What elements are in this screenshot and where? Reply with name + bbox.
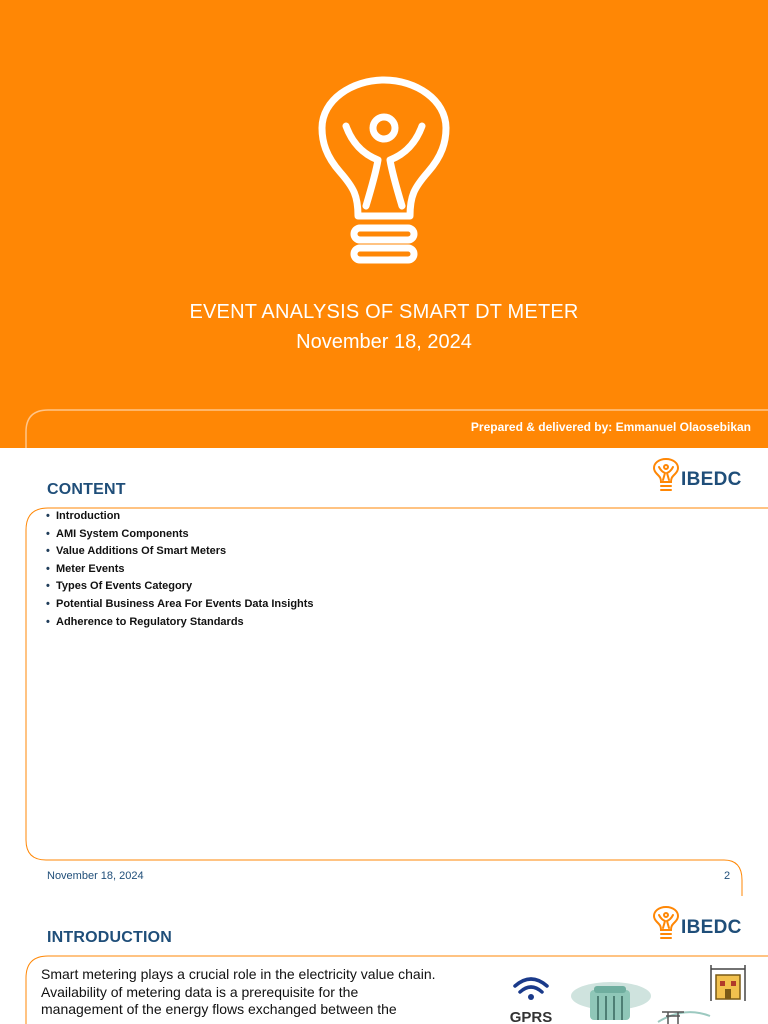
intro-paragraph: Smart metering plays a crucial role in the electricity value chain. Availability of metering data is a prerequisite for the management of the energy flows exchanged between the <box>41 966 436 1017</box>
power-line-icon <box>656 1004 712 1024</box>
table-of-contents <box>46 508 314 631</box>
presentation-date: November 18, 2024 <box>296 331 472 353</box>
transformer-icon <box>568 982 654 1024</box>
introduction-slide <box>0 896 768 1024</box>
ibedc-logo <box>653 458 742 494</box>
list-item: • AMI System Components <box>46 527 189 540</box>
logo-text: IBEDC <box>681 917 742 938</box>
ibedc-logo-icon <box>653 458 679 494</box>
presentation-title: EVENT ANALYSIS OF SMART DT METER <box>189 301 579 323</box>
page-title: CONTENT <box>47 481 126 498</box>
content-slide <box>0 448 768 896</box>
prepared-by: Prepared & delivered by: Emmanuel Olaosebikan <box>470 420 751 434</box>
gprs-label: GPRS <box>509 1009 553 1024</box>
page-number: 2 <box>724 870 731 882</box>
title-slide <box>0 0 768 448</box>
footer-date: November 18, 2024 <box>47 870 144 882</box>
list-item: • Introduction <box>46 510 121 522</box>
list-item: • Adherence to Regulatory Standards <box>46 615 244 628</box>
list-item: • Types Of Events Category <box>46 580 193 593</box>
ibedc-logo-icon <box>653 906 679 942</box>
ibedc-logo <box>653 906 742 942</box>
gprs-signal-icon <box>500 972 562 1024</box>
frame-line <box>0 0 768 448</box>
logo-text: IBEDC <box>681 469 742 490</box>
substation-icon <box>708 963 748 1003</box>
list-item: • Meter Events <box>46 562 125 575</box>
list-item: • Potential Business Area For Events Data Insights <box>46 597 314 610</box>
list-item: • Value Additions Of Smart Meters <box>46 545 227 558</box>
page-title: INTRODUCTION <box>47 929 173 946</box>
